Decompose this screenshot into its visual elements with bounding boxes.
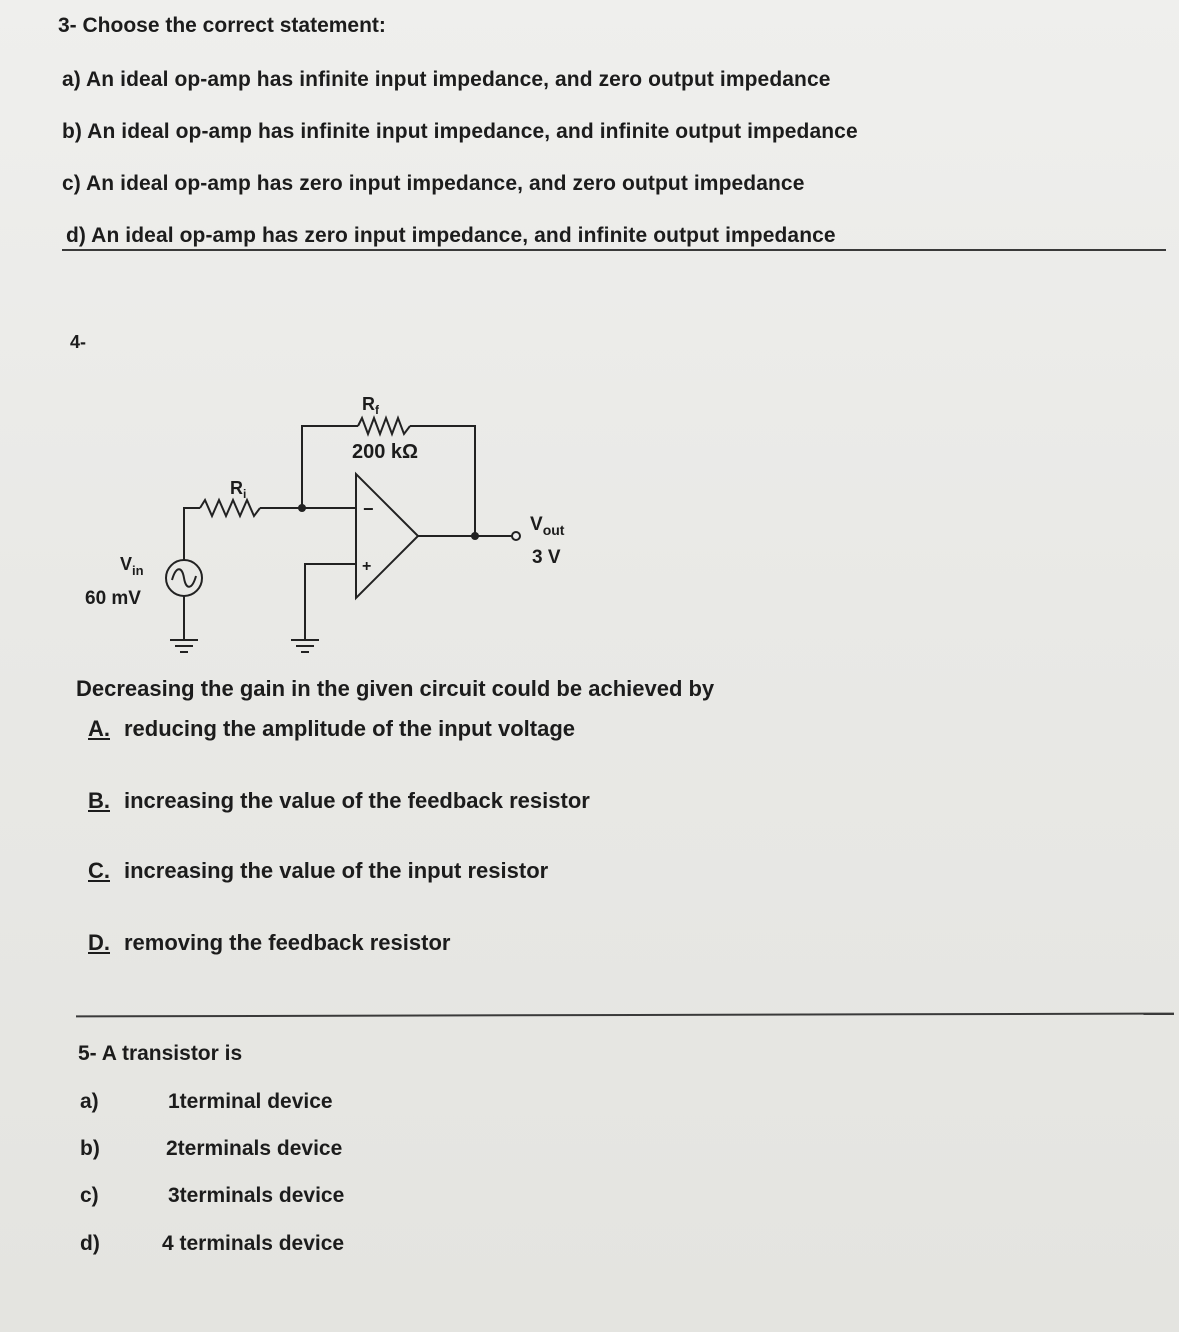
q4-option-b-letter: B. [88, 788, 110, 813]
rf-value: 200 kΩ [352, 441, 419, 463]
vout-label: $V_{out}$ [530, 514, 565, 538]
q3-option-b[interactable]: b) An ideal op-amp has infinite input impedance, and infinite output impedance [62, 120, 858, 143]
op-amp-symbol [356, 474, 418, 598]
q4-option-b[interactable] [88, 788, 590, 814]
q5-option-a-letter[interactable]: a) [80, 1090, 99, 1113]
vin-label: $V_{in}$ [120, 554, 144, 578]
noninverting-input-wire [305, 564, 356, 640]
feedback-wire [302, 426, 358, 508]
q4-option-a[interactable] [88, 716, 575, 742]
q5-option-d-letter[interactable]: d) [80, 1232, 100, 1255]
q4-option-a-text: reducing the amplitude of the input voltage [124, 716, 576, 741]
input-resistor-ri [200, 500, 260, 516]
q3-option-c[interactable]: c) An ideal op-amp has zero input impedance, and zero output impedance [62, 172, 805, 195]
q4-option-c-text: increasing the value of the input resistor [124, 858, 549, 883]
q5-option-a-text[interactable]: 1terminal device [168, 1090, 333, 1113]
inverting-sign: − [363, 499, 374, 519]
q4-option-d[interactable] [88, 930, 450, 956]
q4-option-c[interactable] [88, 858, 548, 884]
q4-option-c-letter: C. [88, 858, 110, 883]
noninverting-sign: + [362, 558, 372, 575]
q3-option-a[interactable]: a) An ideal op-amp has infinite input impedance, and zero output impedance [62, 68, 831, 91]
q4-option-b-text: increasing the value of the feedback resistor [124, 788, 590, 813]
q5-title: 5- A transistor is [78, 1042, 243, 1065]
q3-title: 3- Choose the correct statement: [58, 14, 386, 37]
feedback-resistor-rf [358, 418, 410, 434]
q5-option-d-text[interactable]: 4 terminals device [162, 1232, 345, 1255]
q3-option-d[interactable]: d) An ideal op-amp has zero input impedance, and infinite output impedance [66, 224, 836, 247]
q5-option-c-text[interactable]: 3terminals device [168, 1184, 345, 1207]
input-wire [184, 508, 200, 560]
q5-option-b-letter[interactable]: b) [80, 1137, 100, 1160]
junction-dot-inverting [298, 504, 306, 512]
q4-option-a-letter: A. [88, 716, 110, 741]
q4-stem: Decreasing the gain in the given circuit could be achieved by [76, 676, 715, 701]
q5-option-c-letter[interactable]: c) [80, 1184, 99, 1207]
section-divider-2 [76, 1013, 1174, 1018]
q5-option-b-text[interactable]: 2terminals device [166, 1137, 343, 1160]
vout-value: 3 V [532, 547, 561, 568]
ri-label: $R_i$ [230, 478, 247, 501]
q4-number: 4- [70, 332, 87, 352]
feedback-wire-right [410, 426, 475, 536]
junction-dot-output [471, 532, 479, 540]
rf-label: $R_f$ [362, 394, 379, 417]
q4-option-d-letter: D. [88, 930, 110, 955]
q4-option-d-text: removing the feedback resistor [124, 930, 451, 955]
output-terminal [512, 532, 520, 540]
vin-value: 60 mV [85, 588, 141, 609]
